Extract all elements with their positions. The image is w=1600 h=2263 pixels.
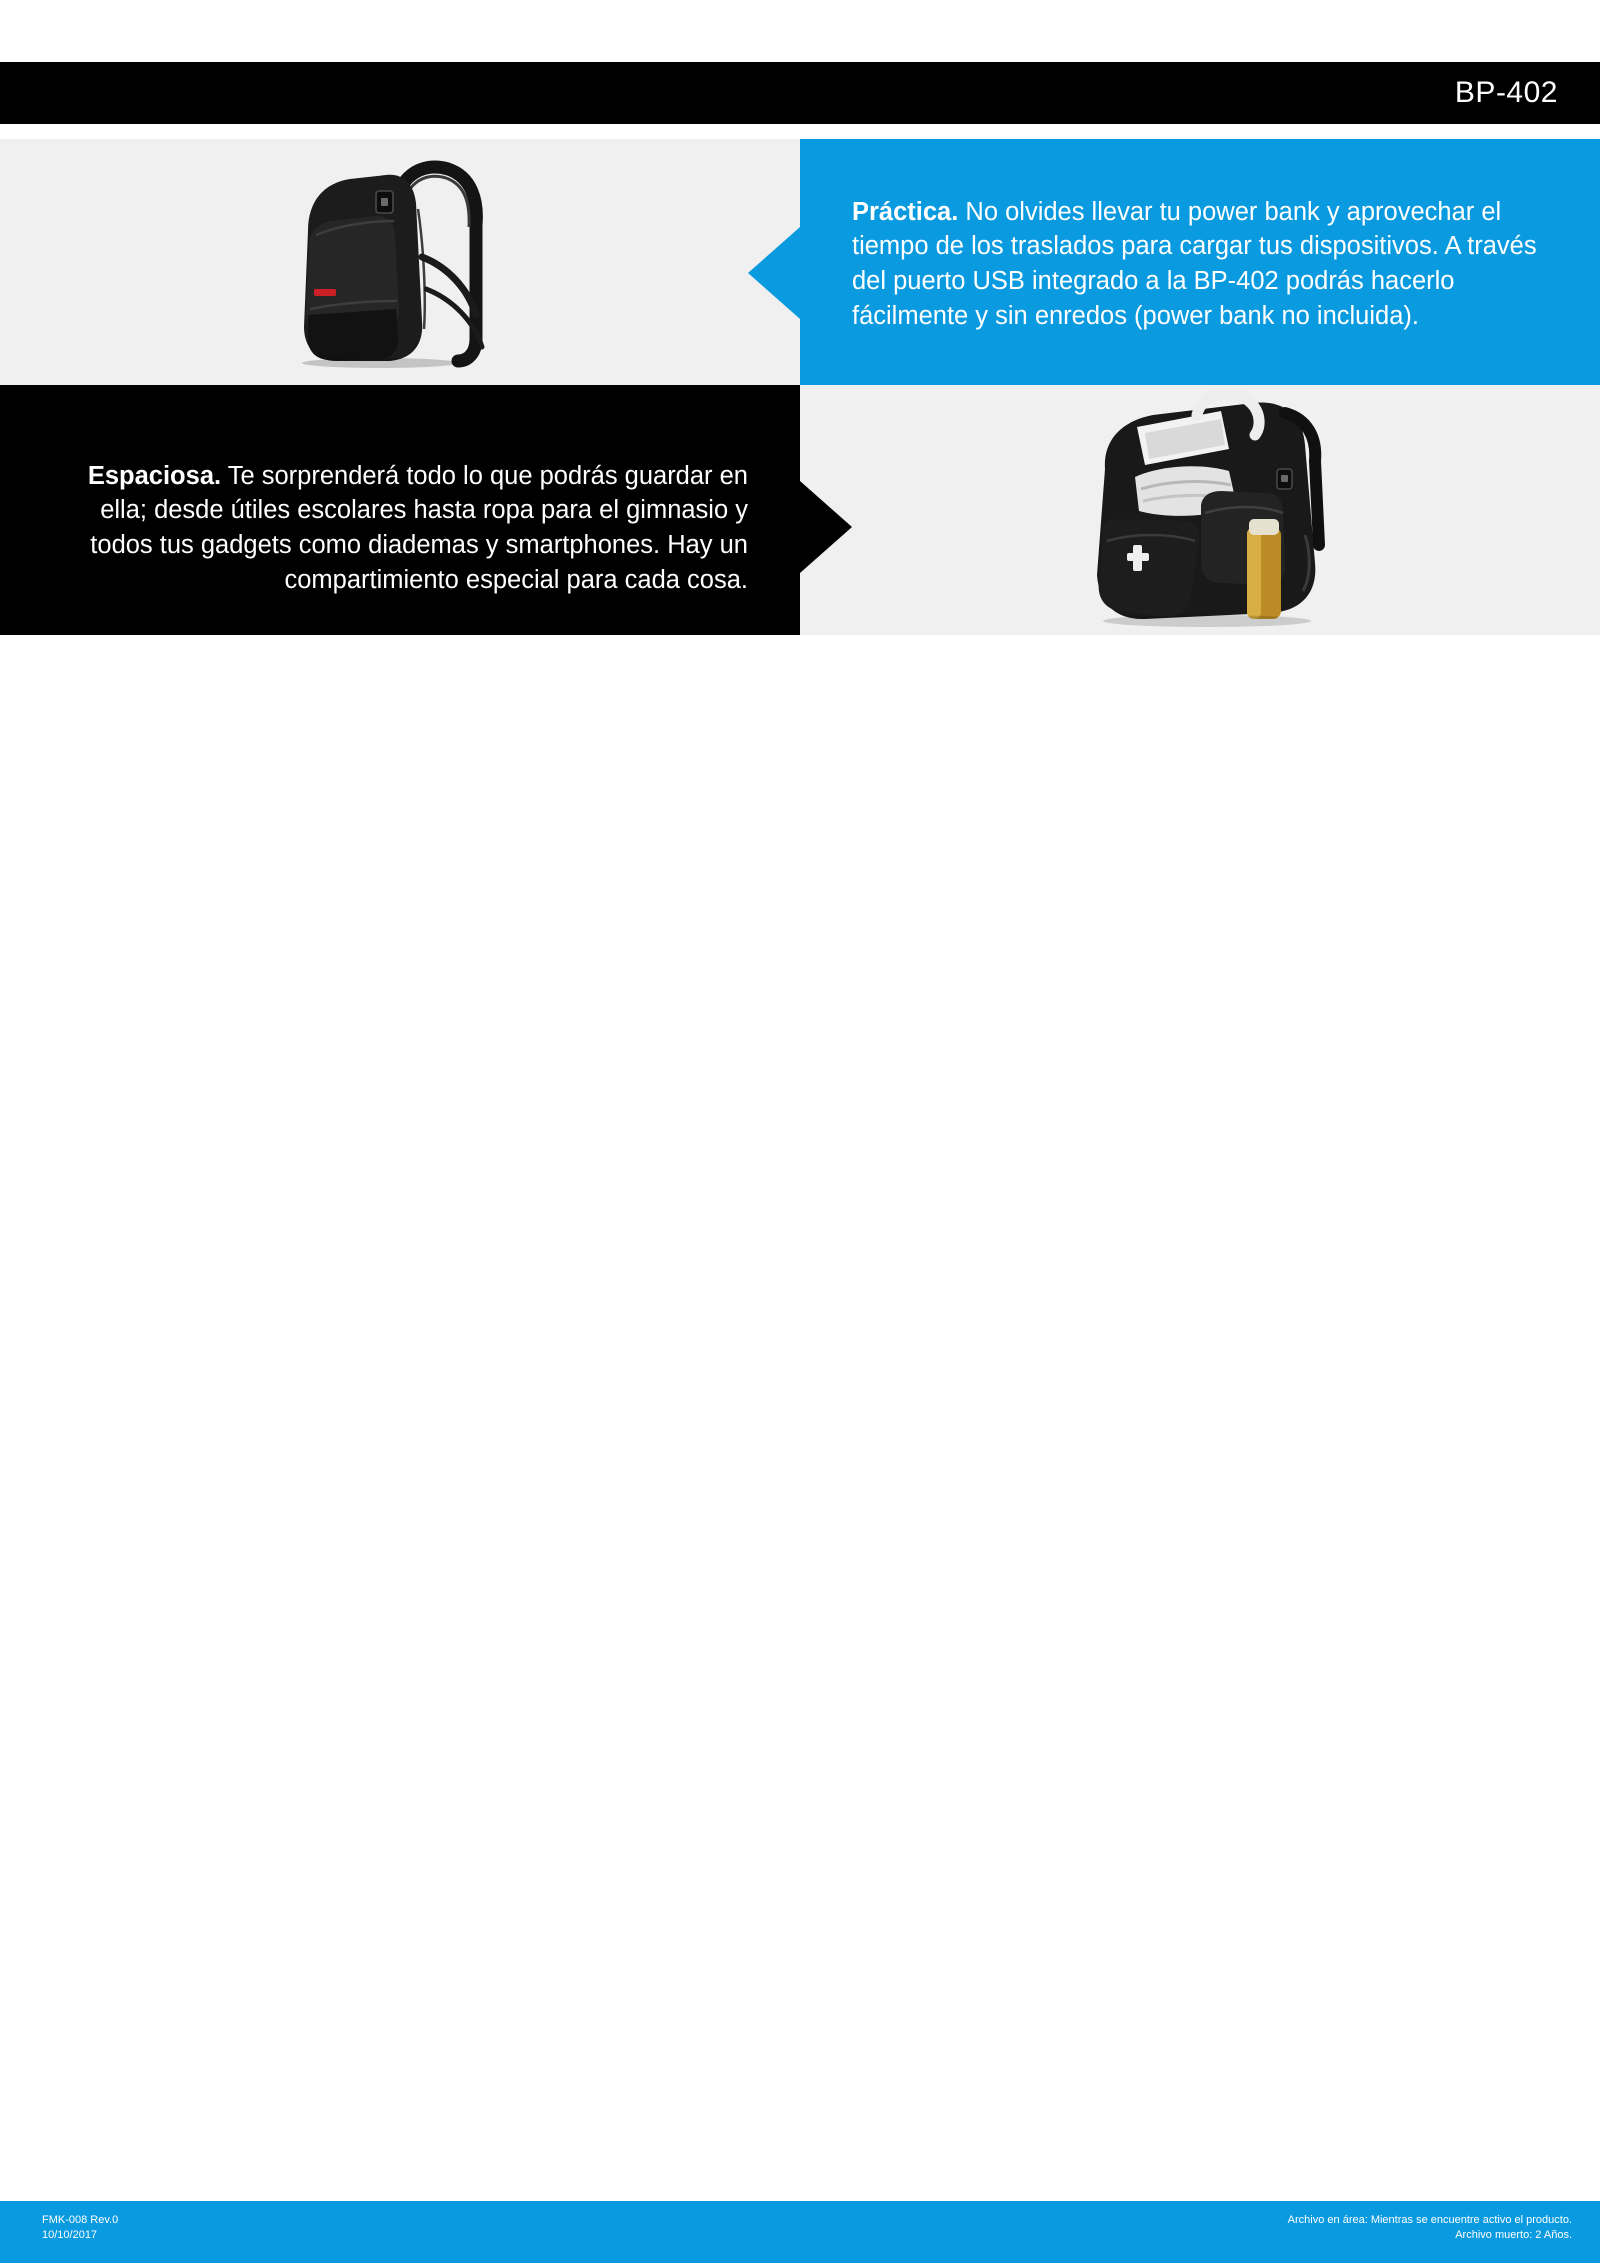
practica-paragraph [852, 195, 1548, 335]
practica-lead: Práctica. [852, 197, 959, 226]
section-practica [0, 139, 1600, 385]
footer-left-block [42, 2213, 118, 2243]
callout-arrow-left-icon [748, 227, 800, 319]
backpack-open-image [800, 385, 1600, 635]
footer-retention-active: Archivo en área: Mientras se encuentre activo el producto. [1287, 2214, 1572, 2226]
espaciosa-paragraph [52, 459, 748, 599]
page-title: BP-402 [1454, 76, 1558, 109]
backpack-side-view-icon [190, 139, 610, 385]
footer-doc-code: FMK-008 Rev.0 [42, 2214, 119, 2226]
backpack-side-view-image [0, 139, 800, 385]
document-header [0, 62, 1600, 124]
practica-text-block [800, 139, 1600, 385]
espaciosa-body: Te sorprenderá todo lo que podrás guardar en ella; desde útiles escolares hasta ropa para el gimnasio y todos tus gadgets como diademas y smartphones. Hay un compartimiento especial para cada cosa. [90, 461, 748, 595]
espaciosa-text-block [0, 385, 800, 635]
practica-body: No olvides llevar tu power bank y aprovechar el tiempo de los traslados para cargar tus dispositivos. A través del puerto USB integrado a la BP-402 podrás hacerlo fácilmente y sin enredos (power bank no incluida). [852, 197, 1537, 331]
document-footer [0, 2201, 1600, 2263]
backpack-open-icon [985, 385, 1415, 635]
section-espaciosa [0, 385, 1600, 635]
espaciosa-lead: Espaciosa. [87, 461, 222, 490]
footer-retention-dead: Archivo muerto: 2 Años. [1455, 2228, 1572, 2241]
footer-right-block [1288, 2213, 1572, 2243]
footer-doc-date: 10/10/2017 [42, 2228, 98, 2241]
